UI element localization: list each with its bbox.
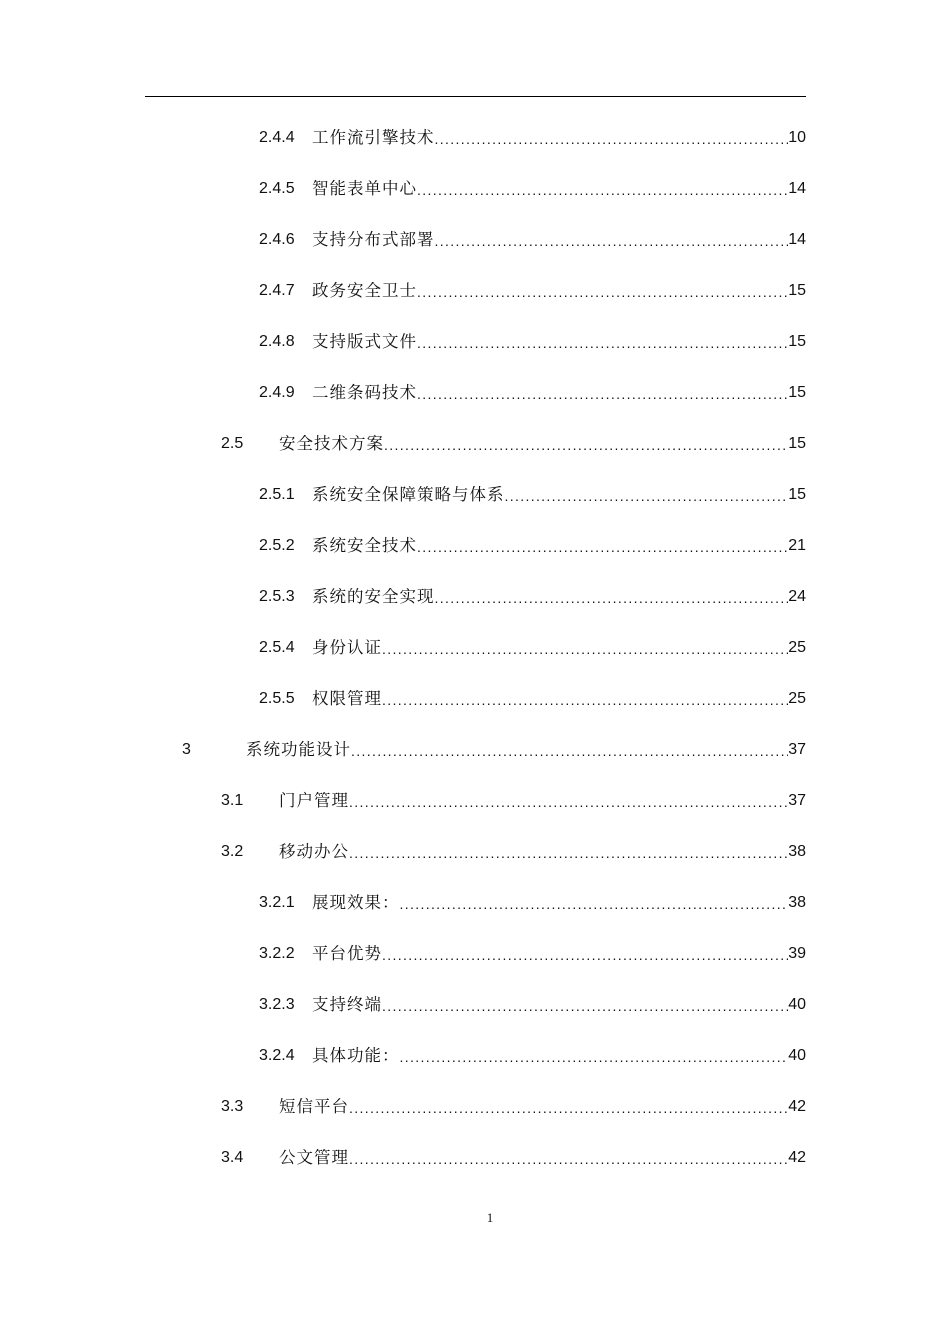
toc-entry[interactable]	[259, 222, 806, 258]
toc-entry[interactable]	[221, 1140, 806, 1176]
toc-entry-title: 短信平台	[279, 1097, 349, 1116]
toc-dot-leader	[435, 222, 789, 258]
toc-entry-title: 门户管理	[279, 791, 349, 810]
toc-entry-number: 2.4.9	[259, 384, 295, 401]
toc-entry-title: 展现效果：	[312, 893, 400, 912]
toc-dot-leader	[417, 273, 788, 309]
toc-entry[interactable]	[259, 273, 806, 309]
toc-entry-title: 系统功能设计	[246, 740, 351, 759]
toc-dot-leader	[382, 936, 788, 972]
toc-entry-title: 政务安全卫士	[312, 281, 417, 300]
toc-entry-page: 15	[788, 486, 806, 503]
toc-entry-page: 25	[788, 690, 806, 707]
toc-entry[interactable]	[259, 375, 806, 411]
toc-entry-page: 21	[788, 537, 806, 554]
toc-entry[interactable]	[221, 426, 806, 462]
toc-entry[interactable]	[259, 477, 806, 513]
toc-entry-title: 公文管理	[279, 1148, 349, 1167]
toc-dot-leader	[435, 579, 789, 615]
toc-entry[interactable]	[259, 936, 806, 972]
toc-entry-number: 3.2.2	[259, 945, 295, 962]
toc-entry-page: 38	[788, 894, 806, 911]
toc-dot-leader	[417, 171, 788, 207]
toc-entry-number: 2.4.5	[259, 180, 295, 197]
page-number: 1	[486, 1210, 494, 1225]
toc-dot-leader	[349, 1089, 788, 1125]
toc-entry-page: 10	[788, 129, 806, 146]
toc-entry[interactable]	[221, 783, 806, 819]
toc-entry-page: 15	[788, 384, 806, 401]
toc-dot-leader	[382, 987, 788, 1023]
toc-entry-number: 3.2.4	[259, 1047, 295, 1064]
toc-dot-leader	[417, 375, 788, 411]
toc-dot-leader	[417, 528, 788, 564]
toc-entry[interactable]	[259, 120, 806, 156]
toc-entry-page: 14	[788, 231, 806, 248]
toc-dot-leader	[349, 834, 788, 870]
toc-entry-page: 37	[788, 741, 806, 758]
toc-entry-number: 3.2.1	[259, 894, 295, 911]
toc-entry[interactable]	[259, 1038, 806, 1074]
toc-entry-page: 15	[788, 435, 806, 452]
toc-entry[interactable]	[259, 324, 806, 360]
toc-dot-leader	[400, 885, 789, 921]
toc-entry-number: 3	[182, 741, 191, 758]
toc-entry[interactable]	[259, 630, 806, 666]
toc-entry[interactable]	[182, 732, 806, 768]
toc-entry-title: 支持分布式部署	[312, 230, 435, 249]
toc-entry-page: 42	[788, 1149, 806, 1166]
toc-dot-leader	[349, 783, 788, 819]
toc-entry[interactable]	[259, 681, 806, 717]
toc-entry-number: 2.5.4	[259, 639, 295, 656]
toc-entry-number: 2.5.2	[259, 537, 295, 554]
toc-dot-leader	[351, 732, 788, 768]
toc-entry-number: 2.4.8	[259, 333, 295, 350]
toc-entry-title: 支持版式文件	[312, 332, 417, 351]
toc-entry-page: 15	[788, 333, 806, 350]
toc-entry[interactable]	[259, 885, 806, 921]
toc-entry[interactable]	[221, 834, 806, 870]
toc-entry-number: 2.5	[221, 435, 244, 452]
toc-dot-leader	[382, 681, 788, 717]
toc-entry-number: 3.1	[221, 792, 244, 809]
toc-dot-leader	[435, 120, 789, 156]
toc-dot-leader	[400, 1038, 789, 1074]
toc-entry-title: 身份认证	[312, 638, 382, 657]
toc-entry[interactable]	[259, 171, 806, 207]
toc-entry-title: 权限管理	[312, 689, 382, 708]
toc-entry-page: 42	[788, 1098, 806, 1115]
toc-dot-leader	[417, 324, 788, 360]
toc-entry-title: 安全技术方案	[279, 434, 384, 453]
toc-entry-page: 39	[788, 945, 806, 962]
toc-entry-page: 40	[788, 1047, 806, 1064]
toc-entry-title: 智能表单中心	[312, 179, 417, 198]
toc-entry-title: 二维条码技术	[312, 383, 417, 402]
toc-entry-page: 38	[788, 843, 806, 860]
toc-entry-number: 3.2	[221, 843, 244, 860]
toc-entry[interactable]	[259, 987, 806, 1023]
toc-entry-title: 系统安全保障策略与体系	[312, 485, 505, 504]
toc-entry-page: 37	[788, 792, 806, 809]
toc-entry-title: 工作流引擎技术	[312, 128, 435, 147]
toc-dot-leader	[384, 426, 788, 462]
toc-entry[interactable]	[259, 528, 806, 564]
toc-entry-number: 2.4.4	[259, 129, 295, 146]
toc-entry-page: 15	[788, 282, 806, 299]
header-rule	[145, 96, 806, 97]
toc-dot-leader	[382, 630, 788, 666]
toc-entry[interactable]	[259, 579, 806, 615]
toc-entry-title: 移动办公	[279, 842, 349, 861]
toc-entry-title: 支持终端	[312, 995, 382, 1014]
toc-entry-page: 25	[788, 639, 806, 656]
toc-entry[interactable]	[221, 1089, 806, 1125]
toc-entry-title: 平台优势	[312, 944, 382, 963]
toc-entry-page: 14	[788, 180, 806, 197]
toc-entry-number: 2.4.7	[259, 282, 295, 299]
toc-entry-number: 2.5.5	[259, 690, 295, 707]
toc-entry-number: 2.5.1	[259, 486, 295, 503]
toc-entry-page: 24	[788, 588, 806, 605]
toc-dot-leader	[349, 1140, 788, 1176]
toc-entry-title: 系统安全技术	[312, 536, 417, 555]
toc-entry-title: 系统的安全实现	[312, 587, 435, 606]
toc-dot-leader	[505, 477, 789, 513]
toc-entry-page: 40	[788, 996, 806, 1013]
toc-entry-number: 3.4	[221, 1149, 244, 1166]
toc-entry-number: 3.3	[221, 1098, 244, 1115]
toc-entry-number: 2.5.3	[259, 588, 295, 605]
toc-entry-number: 2.4.6	[259, 231, 295, 248]
toc-entry-number: 3.2.3	[259, 996, 295, 1013]
toc-entry-title: 具体功能：	[312, 1046, 400, 1065]
